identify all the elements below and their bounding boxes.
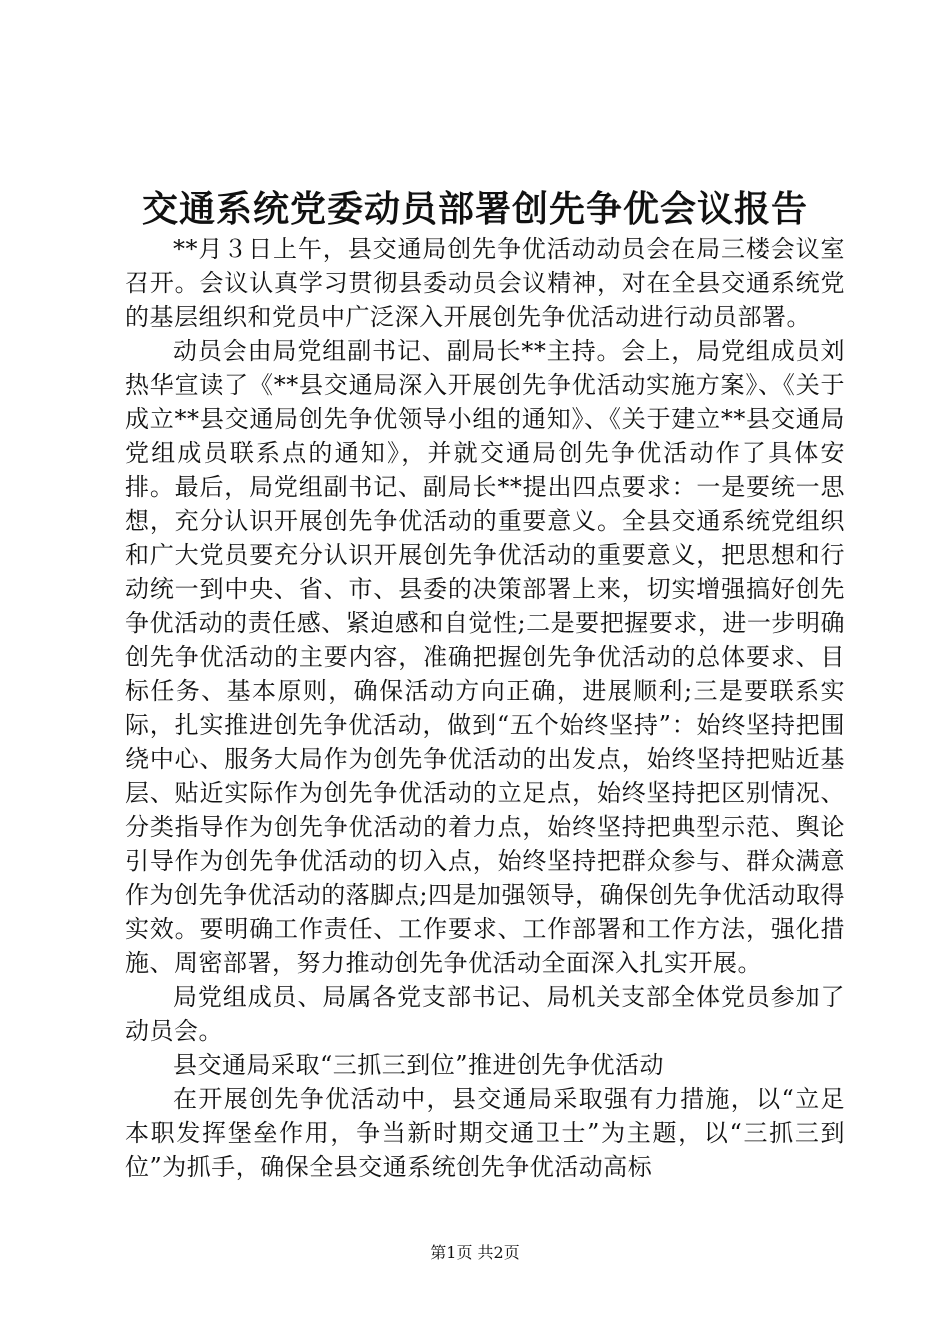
- paragraph: 在开展创先争优活动中，县交通局采取强有力措施，以“立足本职发挥堡垒作用，争当新时期交通卫士”为主题，以“三抓三到位”为抓手，确保全县交通系统创先争优活动高标: [125, 1085, 845, 1181]
- paragraph: 局党组成员、局属各党支部书记、局机关支部全体党员参加了动员会。: [125, 983, 845, 1045]
- document-body: [125, 232, 845, 1184]
- paragraph: **月３日上午，县交通局创先争优活动动员会在局三楼会议室召开。会议认真学习贯彻县委动员会议精神，对在全县交通系统党的基层组织和党员中广泛深入开展创先争优活动进行动员部署。: [125, 235, 845, 331]
- section-heading: 县交通局采取“三抓三到位”推进创先争优活动: [173, 1051, 665, 1079]
- document-title: 交通系统党委动员部署创先争优会议报告: [141, 188, 808, 230]
- paragraph: 动员会由局党组副书记、副局长**主持。会上，局党组成员刘热华宣读了《**县交通局深入开展创先争优活动实施方案》、《关于成立**县交通局创先争优领导小组的通知》、《关于建立**县交通局党组成员联系点的通知》，并就交通局创先争优活动作了具体安排。最后，局党组副书记、副局长**提出四点要求：一是要统一思想，充分认识开展创先争优活动的重要意义。全县交通系统党组织和广大党员要充分认识开展创先争优活动的重要意义，把思想和行动统一到中央、省、市、县委的决策部署上来，切实增强搞好创先争优活动的责任感、紧迫感和自觉性;二是要把握要求，进一步明确创先争优活动的主要内容，准确把握创先争优活动的总体要求、目标任务、基本原则，确保活动方向正确，进展顺利;三是要联系实际，扎实推进创先争优活动，做到“五个始终坚持”：始终坚持把围绕中心、服务大局作为创先争优活动的出发点，始终坚持把贴近基层、贴近实际作为创先争优活动的立足点，始终坚持把区别情况、分类指导作为创先争优活动的着力点，始终坚持把典型示范、舆论引导作为创先争优活动的切入点，始终坚持把群众参与、群众满意作为创先争优活动的落脚点;四是加强领导，确保创先争优活动取得实效。要明确工作责任、工作要求、工作部署和工作方法，强化措施、周密部署，努力推动创先争优活动全面深入扎实开展。: [125, 337, 845, 977]
- page-footer: 第1页 共2页: [430, 1243, 520, 1262]
